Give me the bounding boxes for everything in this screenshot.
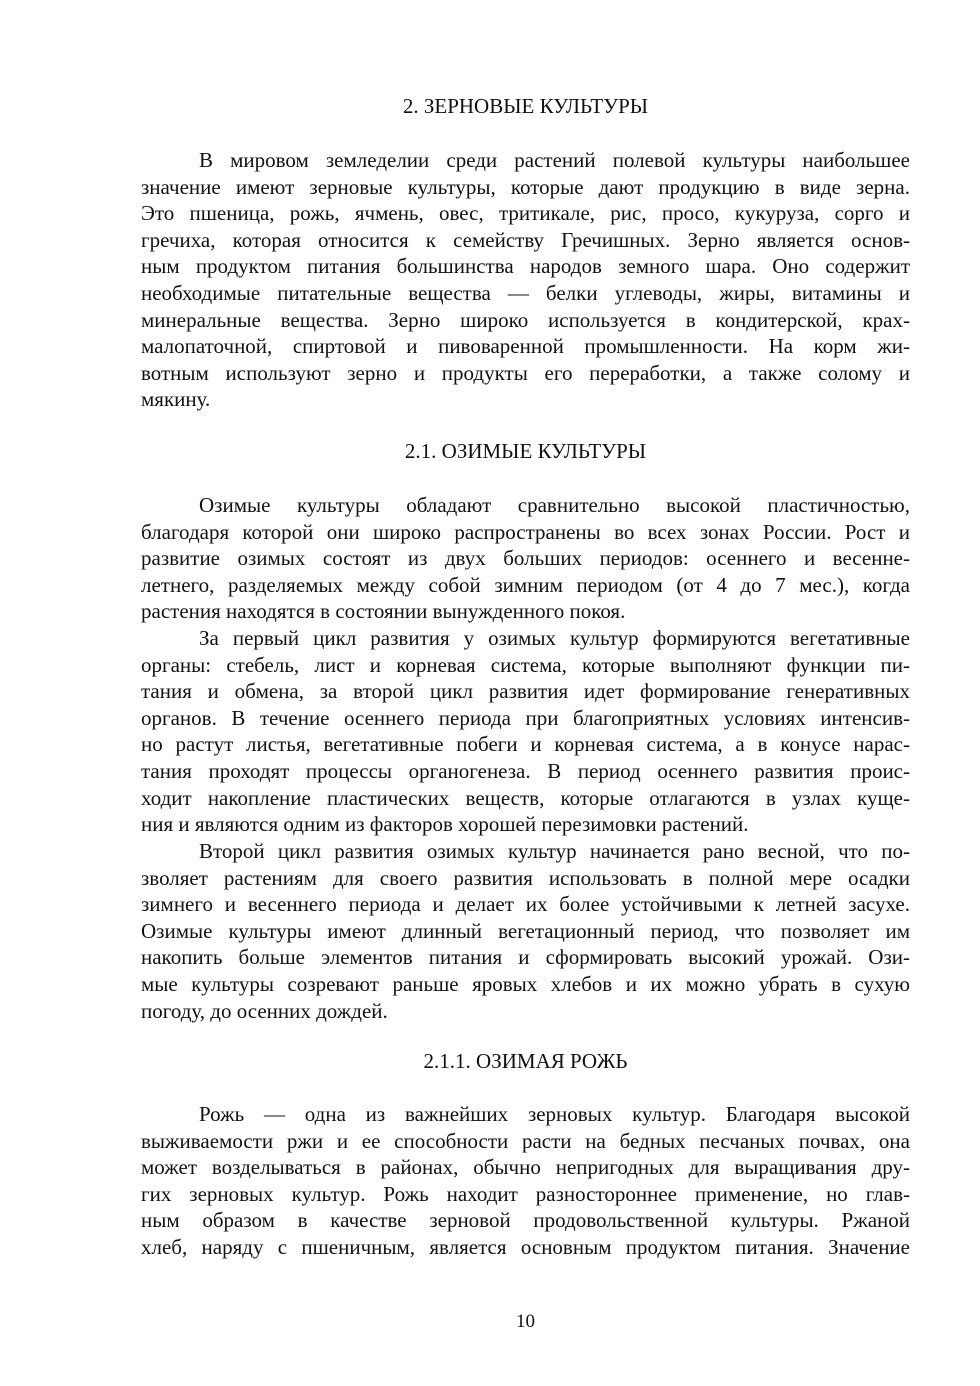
- text-line: ния и являются одним из факторов хорошей перезимовки растений.: [141, 812, 749, 837]
- text-line: тания проходят процессы органогенеза. В период осеннего развития проис-: [141, 758, 910, 783]
- text-line: выживаемости ржи и ее способности расти на бедных песчаных почвах, она: [141, 1128, 910, 1153]
- text-line: ходит накопление пластических веществ, которые отлагаются в узлах куще-: [141, 785, 910, 810]
- text-line: летнего, разделяемых между собой зимним периодом (от 4 до 7 мес.), когда: [141, 572, 910, 597]
- text-line: развитие озимых состоят из двух больших периодов: осеннего и весенне-: [141, 546, 910, 571]
- text-line: Озимые культуры обладают сравнительно высокой пластичностью,: [199, 493, 910, 517]
- text-line: ным продуктом питания большинства народов земного шара. Оно содержит: [141, 254, 910, 279]
- text-line: минеральные вещества. Зерно широко используется в кондитерской, крах-: [141, 307, 910, 332]
- text-line: вотным используют зерно и продукты его переработки, а также солому и: [141, 360, 910, 385]
- text-line: Это пшеница, рожь, ячмень, овес, тритикале, рис, просо, кукуруза, сорго и: [141, 201, 910, 226]
- document-page: [141, 0, 910, 1386]
- paragraph-first-cycle: [141, 625, 910, 838]
- text-line: зимнего и весеннего периода и делает их более устойчивыми к летней засухе.: [141, 892, 910, 917]
- text-line: может возделываться в районах, обычно непригодных для выращивания дру-: [141, 1155, 910, 1180]
- section-heading-grain-crops: 2. ЗЕРНОВЫЕ КУЛЬТУРЫ: [402, 94, 649, 118]
- text-line: зволяет растениям для своего развития использовать в полной мере осадки: [141, 865, 910, 890]
- text-line: значение имеют зерновые культуры, которые дают продукцию в виде зерна.: [141, 174, 910, 199]
- text-line: Второй цикл развития озимых культур начинается рано весной, что по-: [199, 839, 910, 863]
- text-line: органы: стебель, лист и корневая система, которые выполняют функции пи-: [141, 652, 910, 677]
- paragraph-winter-plasticity: [141, 492, 910, 625]
- section-heading-winter-rye: 2.1.1. ОЗИМАЯ РОЖЬ: [423, 1049, 628, 1073]
- page-number: 10: [516, 1311, 535, 1332]
- text-line: ным образом в качестве зерновой продовольственной культуры. Ржаной: [141, 1208, 910, 1233]
- text-line: благодаря которой они широко распространены во всех зонах России. Рост и: [141, 519, 910, 544]
- text-line: хлеб, наряду с пшеничным, является основным продуктом питания. Значение: [141, 1234, 910, 1259]
- text-line: погоду, до осенних дождей.: [141, 998, 388, 1023]
- text-line: мые культуры созревают раньше яровых хлебов и их можно убрать в сухую: [141, 971, 910, 996]
- text-line: органов. В течение осеннего периода при благоприятных условиях интенсив-: [141, 705, 910, 730]
- text-line: но растут листья, вегетативные побеги и корневая система, а в конусе нарас-: [141, 732, 910, 757]
- paragraph-grain-intro: [141, 147, 910, 413]
- text-line: растения находятся в состоянии вынужденного покоя.: [141, 599, 626, 624]
- text-line: тания и обмена, за второй цикл развития идет формирование генеративных: [141, 679, 910, 704]
- text-line: В мировом земледелии среди растений полевой культуры наибольшее: [199, 148, 910, 172]
- text-line: Озимые культуры имеют длинный вегетационный период, что позволяет им: [141, 918, 910, 943]
- text-line: гих зерновых культур. Рожь находит разностороннее применение, но глав-: [141, 1181, 910, 1206]
- text-line: Рожь — одна из важнейших зерновых культур. Благодаря высокой: [199, 1102, 910, 1126]
- paragraph-rye: [141, 1101, 910, 1261]
- paragraph-second-cycle: [141, 838, 910, 1024]
- text-line: мякину.: [141, 387, 211, 412]
- text-line: необходимые питательные вещества — белки углеводы, жиры, витамины и: [141, 280, 910, 305]
- text-line: гречиха, которая относится к семейству Гречишных. Зерно является основ-: [141, 227, 910, 252]
- text-line: За первый цикл развития у озимых культур формируются вегетативные: [199, 626, 910, 650]
- text-line: малопаточной, спиртовой и пивоваренной промышленности. На корм жи-: [141, 334, 910, 359]
- section-heading-winter-crops: 2.1. ОЗИМЫЕ КУЛЬТУРЫ: [404, 439, 647, 463]
- text-line: накопить больше элементов питания и сформировать высокий урожай. Ози-: [141, 945, 910, 970]
